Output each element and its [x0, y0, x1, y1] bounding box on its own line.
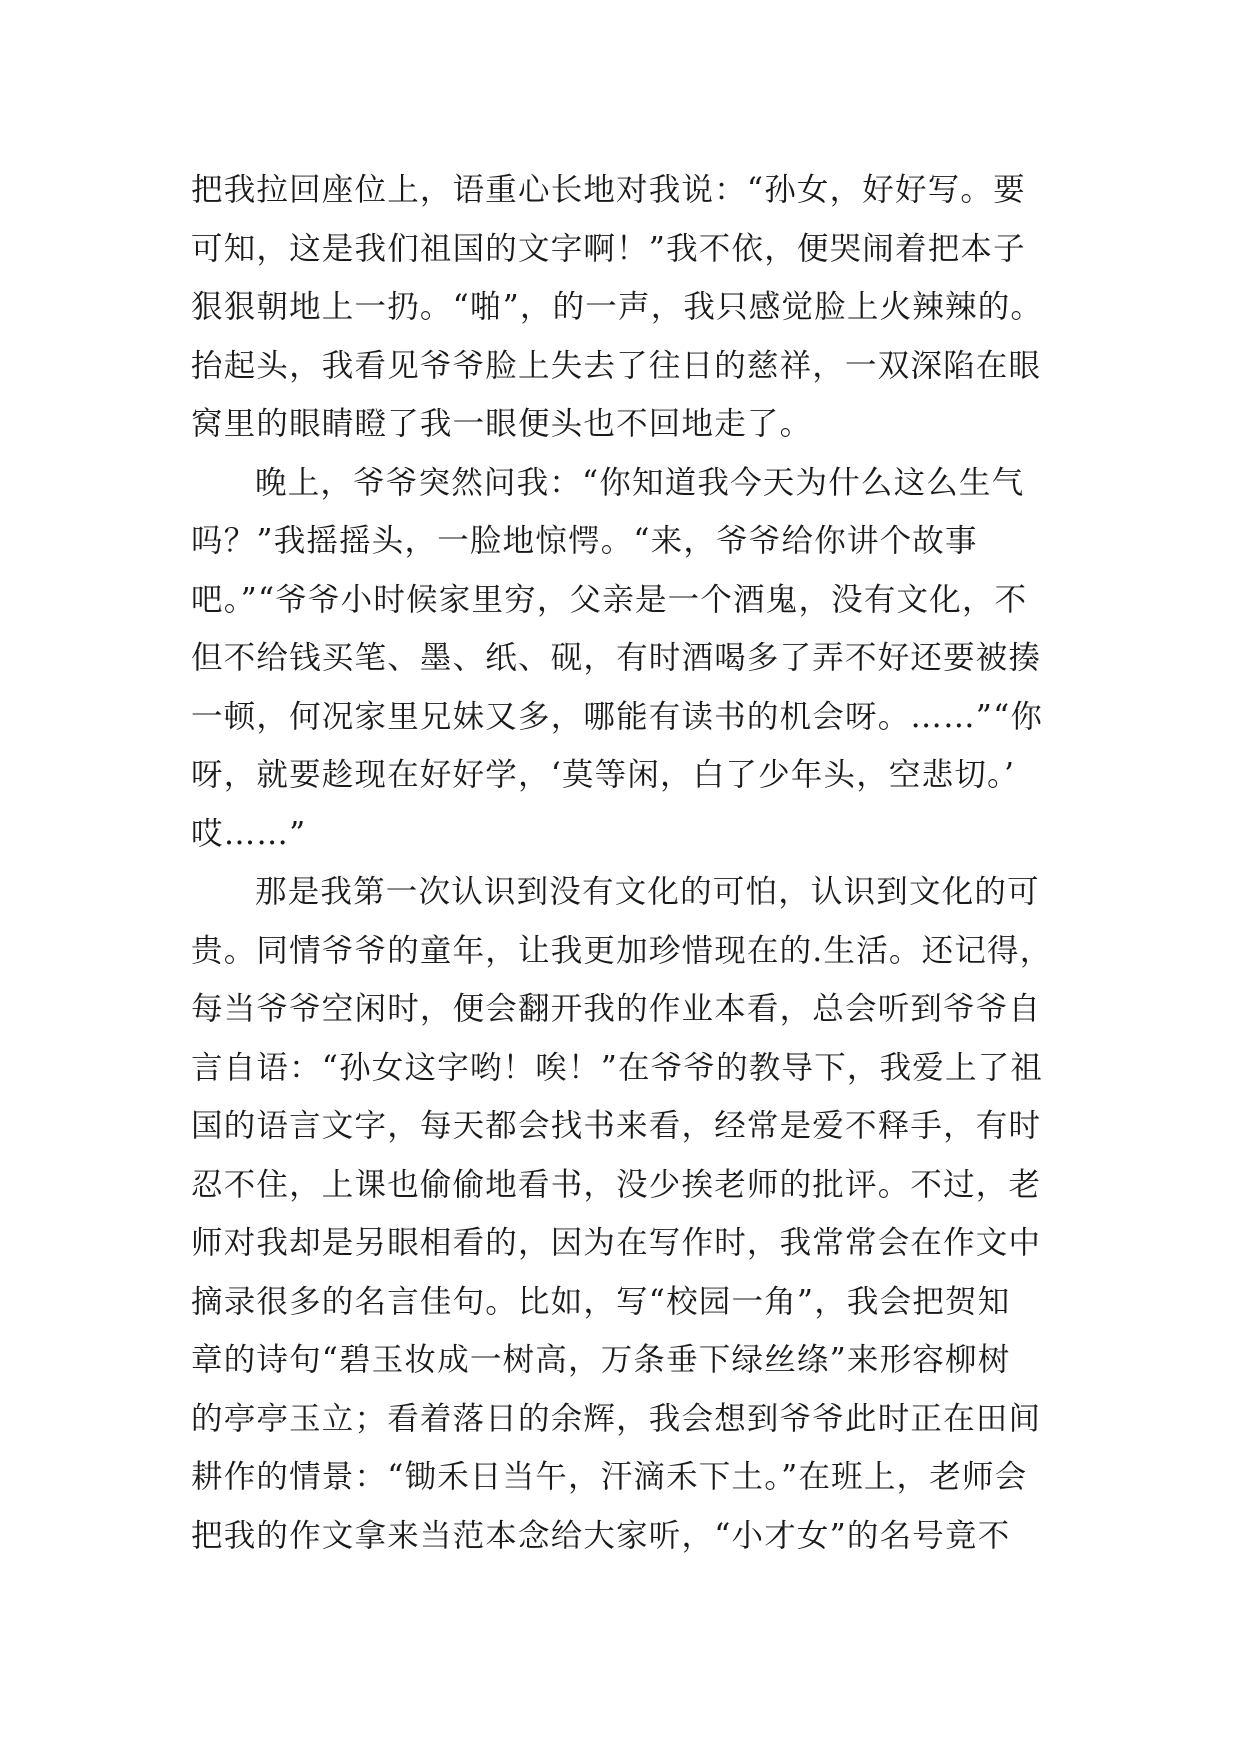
text-line: 师对我却是另眼相看的，因为在写作时，我常常会在作文中 [191, 1225, 1042, 1261]
text-line: 摘录很多的名言佳句。比如，写“校园一角”，我会把贺知 [191, 1283, 1011, 1320]
text-line: 呀，就要趁现在好好学，‘莫等闲，白了少年头，空悲切。’ [191, 757, 1016, 793]
text-line: 每当爷爷空闲时，便会翻开我的作业本看，总会听到爷爷自 [191, 991, 1042, 1027]
text-line: 窝里的眼睛瞪了我一眼便头也不回地走了。 [191, 406, 813, 442]
text-line: 贵。同情爷爷的童年，让我更加珍惜现在的.生活。还记得， [191, 932, 1053, 969]
text-line: 把我拉回座位上，语重心长地对我说：“孙女，好好写。要 [191, 172, 1026, 208]
body-text [191, 161, 1051, 1565]
text-line: 国的语言文字，每天都会找书来看，经常是爱不释手，有时 [191, 1108, 1042, 1144]
text-line: 把我的作文拿来当范本念给大家听，“小才女”的名号竟不 [191, 1517, 1011, 1554]
text-line: 哎……” [191, 815, 307, 852]
text-line: 但不给钱买笔、墨、纸、砚，有时酒喝多了弄不好还要被揍 [191, 640, 1042, 676]
text-line: 耕作的情景：“锄禾日当午，汗滴禾下土。”在班上，老师会 [191, 1459, 1028, 1495]
paragraph-start-line: 那是我第一次认识到没有文化的可怕，认识到文化的可 [255, 874, 1040, 910]
text-line: 狠狠朝地上一扔。“啪”，的一声，我只感觉脸上火辣辣的。 [191, 289, 1044, 325]
paragraph-start-line: 晚上，爷爷突然问我：“你知道我今天为什么这么生气 [255, 464, 1025, 501]
text-line: 章的诗句“碧玉妆成一树高，万条垂下绿丝绦”来形容柳树 [191, 1342, 1011, 1378]
text-line: 吗？”我摇摇头，一脸地惊愕。“来，爷爷给你讲个故事 [191, 523, 978, 559]
text-line: 可知，这是我们祖国的文字啊！”我不依，便哭闹着把本子 [191, 230, 1026, 267]
text-line: 的亭亭玉立；看着落日的余辉，我会想到爷爷此时正在田间 [191, 1400, 1042, 1437]
text-line: 吧。”“爷爷小时候家里穷，父亲是一个酒鬼，没有文化，不 [191, 581, 1028, 618]
text-line: 抬起头，我看见爷爷脸上失去了往日的慈祥，一双深陷在眼 [191, 347, 1042, 384]
text-line: 一顿，何况家里兄妹又多，哪能有读书的机会呀。……”“你 [191, 698, 1044, 735]
text-line: 言自语：“孙女这字哟！唉！”在爷爷的教导下，我爱上了祖 [191, 1049, 1044, 1086]
text-line: 忍不住，上课也偷偷地看书，没少挨老师的批评。不过，老 [191, 1166, 1042, 1203]
